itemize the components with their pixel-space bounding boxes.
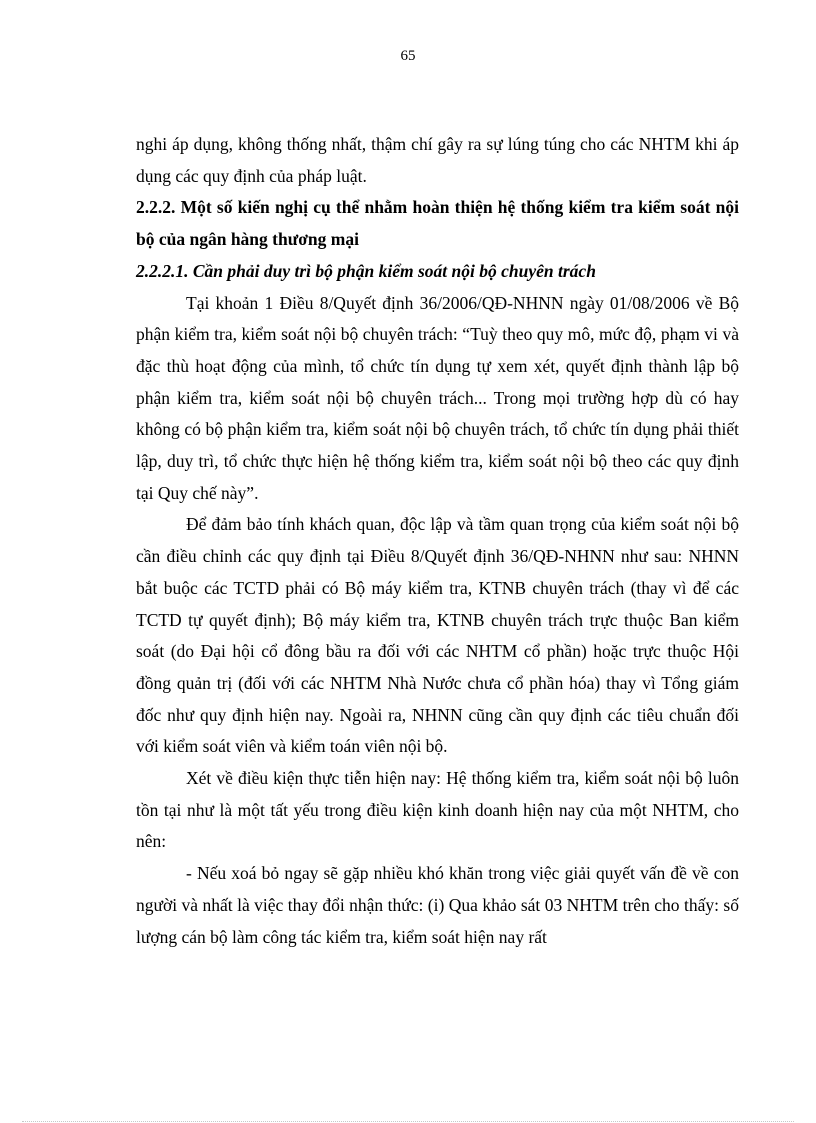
paragraph-recommendation: Để đảm bảo tính khách quan, độc lập và tầm quan trọng của kiểm soát nội bộ cần điều chỉnh các quy định tại Điều 8/Quyết định 36/QĐ-NHNN như sau: NHNN bắt buộc các TCTD phải có Bộ máy kiểm tra, KTNB chuyên trách (thay vì để các TCTD tự quyết định); Bộ máy kiểm tra, KTNB chuyên trách trực thuộc Ban kiểm soát (do Đại hội cổ đông bầu ra đối với các NHTM cổ phần) hoặc trực thuộc Hội đồng quản trị (đối với các NHTM Nhà Nước chưa cổ phần hóa) thay vì Tổng giám đốc như quy định hiện nay. Ngoài ra, NHNN cũng cần quy định các tiêu chuẩn đối với kiểm soát viên và kiểm toán viên nội bộ. (136, 514, 739, 757)
document-body (136, 129, 739, 953)
page-bottom-border (22, 1121, 794, 1122)
paragraph-continuation: nghi áp dụng, không thống nhất, thậm chí gây ra sự lúng túng cho các NHTM khi áp dụng các quy định của pháp luật. (136, 134, 739, 186)
paragraph-bullet-difficulties: - Nếu xoá bỏ ngay sẽ gặp nhiều khó khăn trong việc giải quyết vấn đề về con người và nhất là việc thay đổi nhận thức: (i) Qua khảo sát 03 NHTM trên cho thấy: số lượng cán bộ làm công tác kiểm tra, kiểm soát hiện nay rất (136, 863, 739, 947)
paragraph-practical-conditions: Xét về điều kiện thực tiễn hiện nay: Hệ thống kiểm tra, kiểm soát nội bộ luôn tồn tại như là một tất yếu trong điều kiện kinh doanh hiện nay của một NHTM, cho nên: (136, 768, 739, 852)
subsection-heading: 2.2.2.1. Cần phải duy trì bộ phận kiểm soát nội bộ chuyên trách (136, 260, 596, 281)
page-number: 65 (400, 48, 416, 64)
paragraph-regulation-quote: Tại khoản 1 Điều 8/Quyết định 36/2006/QĐ-NHNN ngày 01/08/2006 về Bộ phận kiểm tra, kiểm soát nội bộ chuyên trách: “Tuỳ theo quy mô, mức độ, phạm vi và đặc thù hoạt động của mình, tổ chức tín dụng tự xem xét, quyết định thành lập bộ phận kiểm tra, kiểm soát nội bộ chuyên trách... Trong mọi trường hợp dù có hay không có bộ phận kiểm tra, kiểm soát nội bộ chuyên trách, tổ chức tín dụng phải thiết lập, duy trì, tổ chức thực hiện hệ thống kiểm tra, kiểm soát nội bộ theo các quy định tại Quy chế này”. (136, 292, 739, 503)
section-heading: 2.2.2. Một số kiến nghị cụ thể nhằm hoàn thiện hệ thống kiểm tra kiểm soát nội bộ của ngân hàng thương mại (136, 197, 739, 250)
